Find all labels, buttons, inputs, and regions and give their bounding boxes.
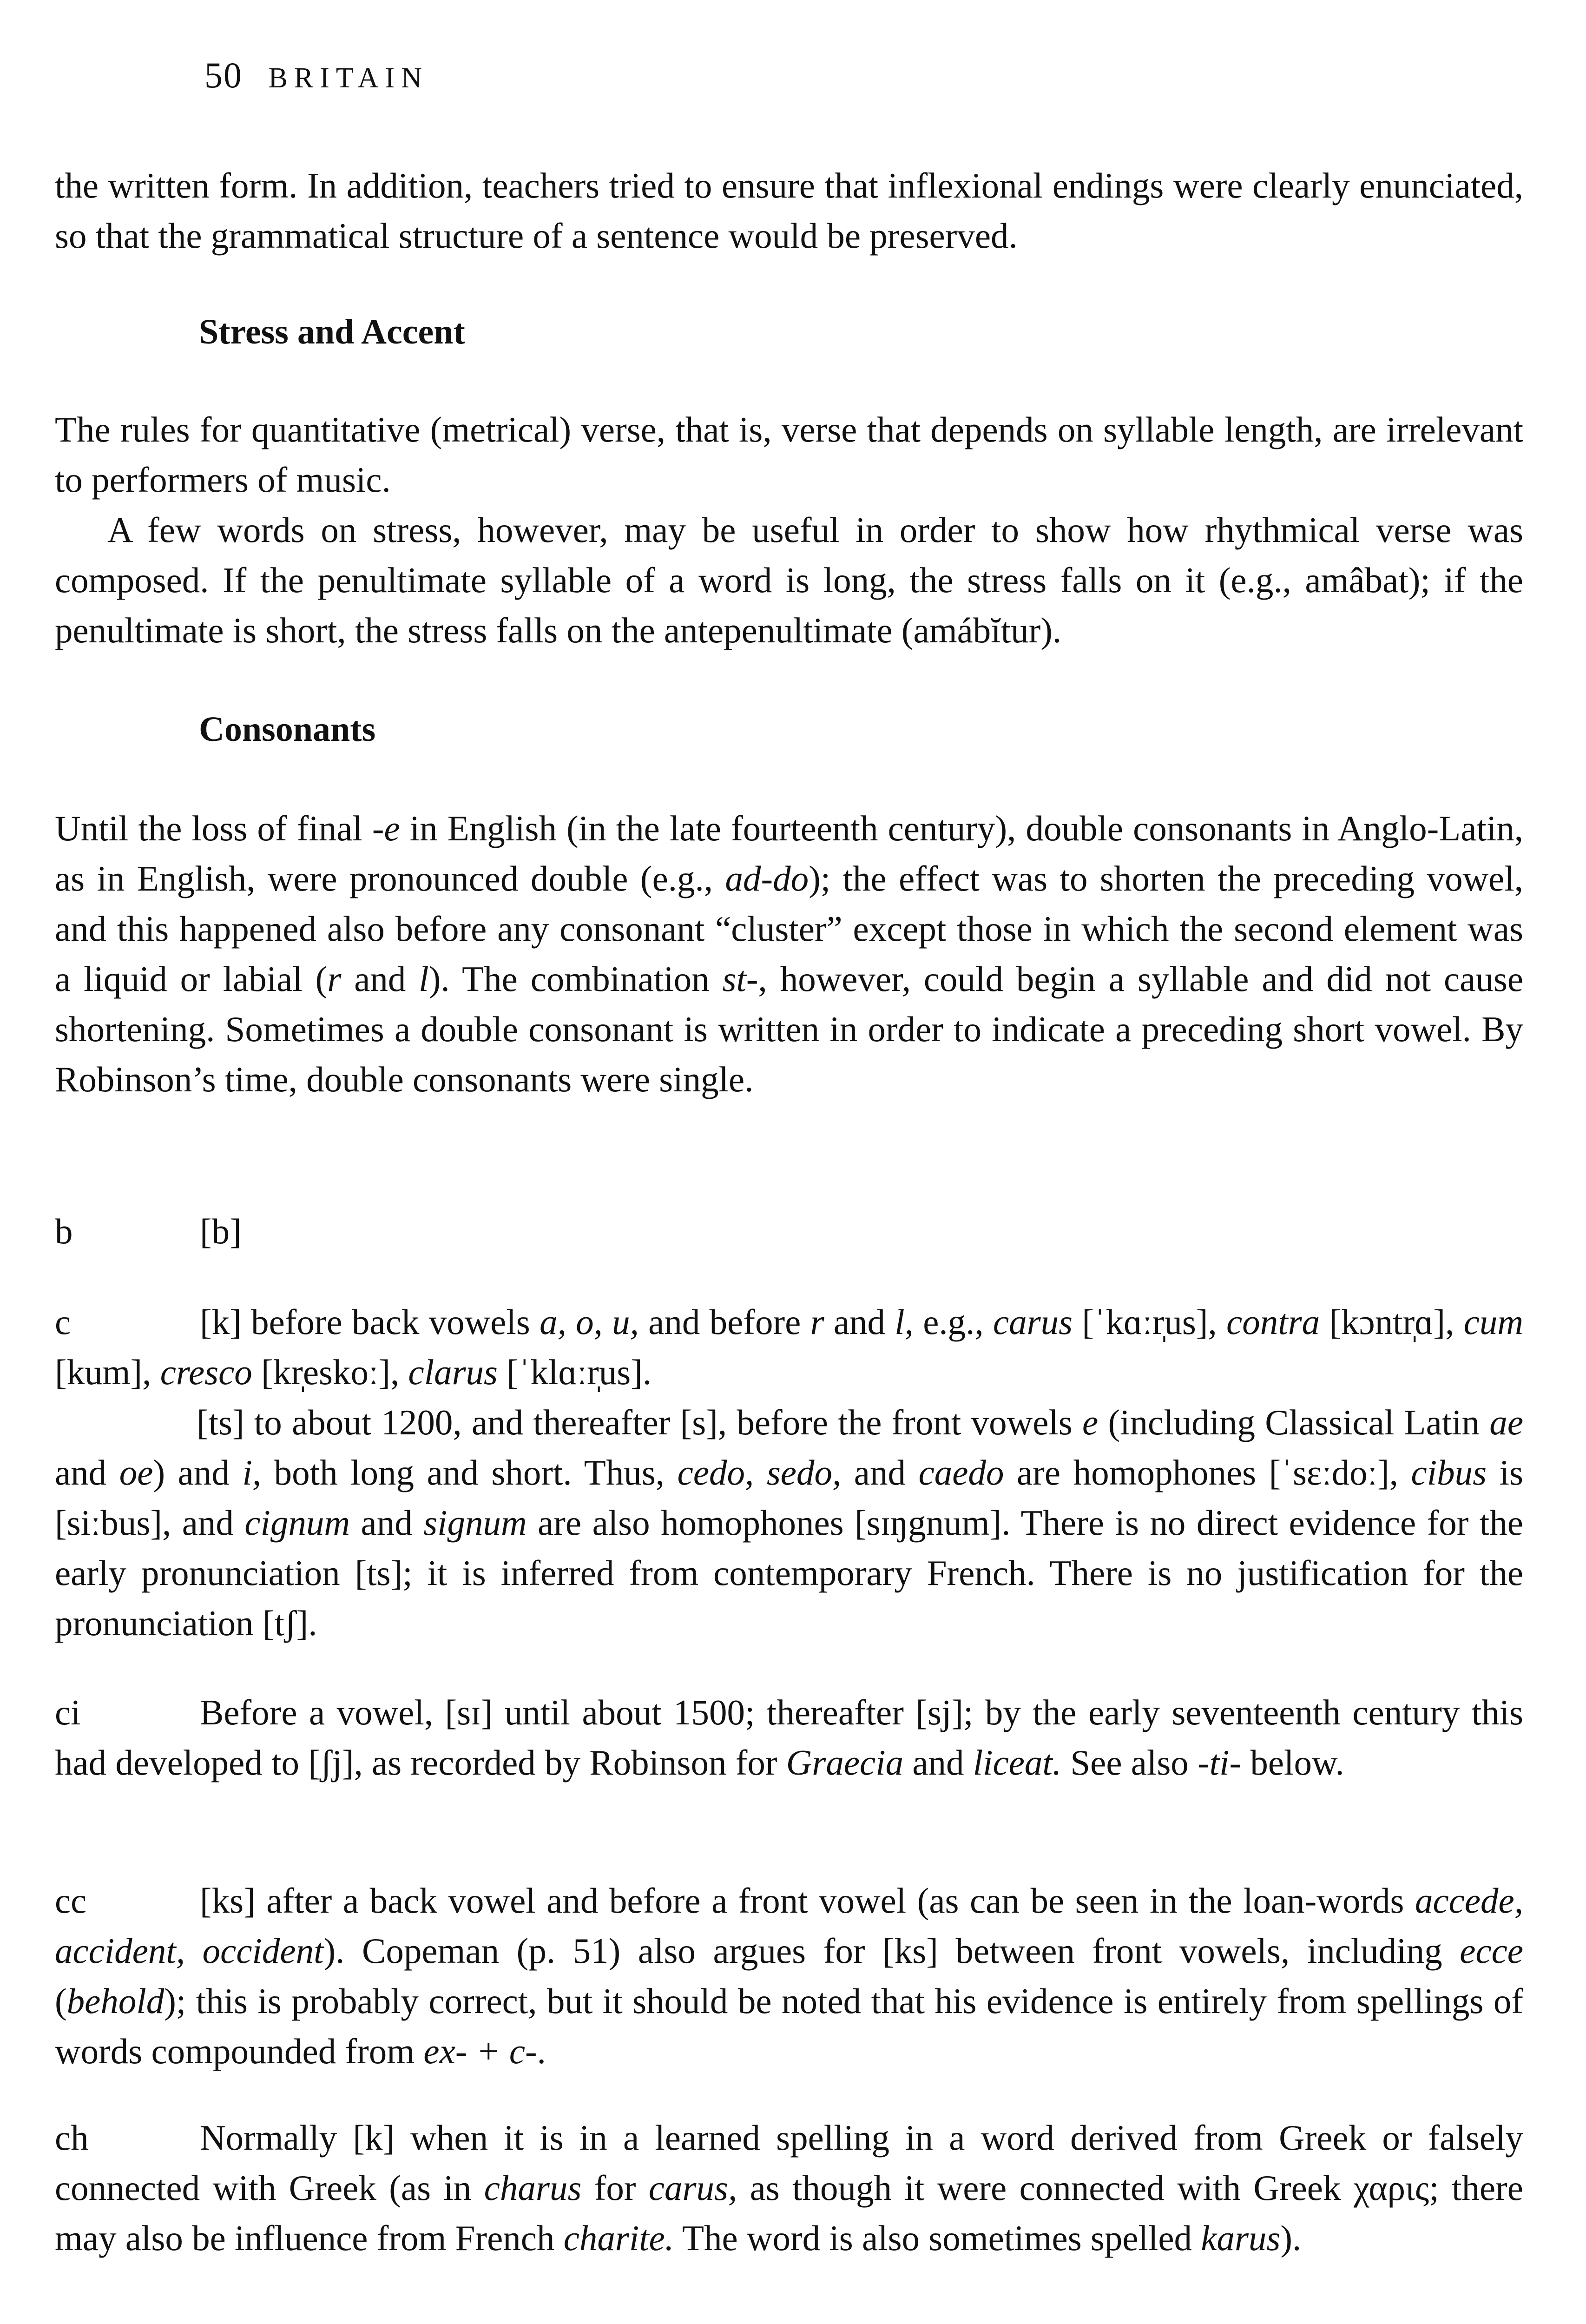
text-run: Normally [k] when it is in a learned spelling in a word derived from Greek or falsely connected with Greek (as in — [55, 2118, 1523, 2208]
text-run: as though it were connected with Greek χαρις; there may also be influence from French — [55, 2168, 1523, 2258]
italic-run: cignum — [244, 1503, 350, 1543]
italic-run: e — [1082, 1402, 1099, 1442]
italic-run: oe — [119, 1452, 153, 1492]
italic-run: a, o, u, — [540, 1302, 639, 1342]
section-title: BRITAIN — [268, 62, 428, 94]
text-run: ). — [1280, 2218, 1302, 2258]
text-run: both long and short. Thus, — [261, 1452, 678, 1492]
stress-paragraph-1: The rules for quantitative (metrical) verse, that is, verse that depends on syllable length, are irrelevant to performers of music. — [55, 409, 1523, 500]
italic-run: cedo, sedo, — [677, 1452, 842, 1492]
text-run: and — [903, 1743, 973, 1783]
text-run: e.g., — [913, 1302, 993, 1342]
text-run: [ˈkɑːr̩us], — [1073, 1302, 1227, 1342]
italic-run: i, — [242, 1452, 262, 1492]
text-run: ). Copeman (p. 51) also argues for [ks] between front vowels, including — [323, 1931, 1460, 1971]
italic-run: r — [327, 959, 342, 999]
italic-run: karus — [1201, 2218, 1281, 2258]
text-run: [kum], — [55, 1352, 160, 1392]
italic-run: carus — [993, 1302, 1073, 1342]
intro-paragraph: the written form. In addition, teachers tried to ensure that inflexional endings were clearly enunciated, so that the grammatical structure of a sentence would be preserved. — [55, 165, 1523, 256]
text-run: . — [537, 2031, 546, 2071]
italic-run: r — [810, 1302, 824, 1342]
text-run: and before — [638, 1302, 810, 1342]
italic-run: accede, accident, occident — [55, 1881, 1523, 1971]
text-run: ); this is probably correct, but it should be noted that his evidence is entirely from spellings of words compounded from — [55, 1981, 1523, 2071]
text-run: and — [350, 1503, 424, 1543]
text-run: Before a vowel, [sɪ] until about 1500; thereafter [sj]; by the early seventeenth century this had developed to [ʃj], as recorded by Robinson for — [55, 1692, 1523, 1783]
text-run: is [siːbus], and — [55, 1452, 1524, 1543]
italic-run: -ti- — [1198, 1743, 1242, 1783]
text-run: ( — [55, 1981, 67, 2021]
italic-run: carus, — [648, 2168, 737, 2208]
entry-label: c — [55, 1302, 71, 1342]
italic-run: contra — [1226, 1302, 1320, 1342]
italic-run: liceat. — [973, 1743, 1062, 1783]
italic-run: clarus — [408, 1352, 498, 1392]
entry-cc — [55, 1875, 1523, 2076]
italic-run: caedo — [918, 1452, 1004, 1492]
text-run: [ts] to about 1200, and thereafter [s], before the front vowels — [197, 1402, 1083, 1442]
text-run: and — [841, 1452, 919, 1492]
italic-run: charus — [484, 2168, 582, 2208]
text-run: [kr̩eskoː], — [252, 1352, 408, 1392]
text-run: [ks] after a back vowel and before a front vowel (as can be seen in the loan-words — [200, 1881, 1415, 1921]
italic-run: cibus — [1411, 1452, 1487, 1492]
text-run: (including Classical Latin — [1098, 1402, 1490, 1442]
entry-ch — [55, 2113, 1523, 2263]
consonants-paragraph — [55, 803, 1523, 1104]
heading-consonants: Consonants — [199, 710, 376, 749]
text-run: and — [55, 1452, 119, 1492]
text-run: for — [581, 2168, 649, 2208]
entry-c-paragraph-2 — [55, 1397, 1523, 1648]
text-run: and — [341, 959, 419, 999]
text-run: in English (in the late fourteenth century), double consonants in Anglo-Latin, as in English, were pronounced double (e.g., — [55, 808, 1523, 898]
text-run: ); the effect was to shorten the preceding vowel, and this happened also before any consonant “cluster” except those in which the second element was a liquid or labial ( — [55, 858, 1523, 999]
page-number: 50 — [204, 55, 243, 95]
italic-run: ad-do — [725, 858, 809, 898]
entry-label: ci — [55, 1692, 81, 1732]
text-run: and — [824, 1302, 895, 1342]
text-run: [kɔntr̩ɑ], — [1320, 1302, 1464, 1342]
italic-run: charite. — [563, 2218, 674, 2258]
text-run: See also — [1061, 1743, 1198, 1783]
entry-ci — [55, 1687, 1523, 1788]
text-run: The word is also sometimes spelled — [674, 2218, 1201, 2258]
italic-run: cum — [1463, 1302, 1523, 1342]
text-run: ). The combination — [428, 959, 723, 999]
heading-stress-and-accent: Stress and Accent — [199, 312, 465, 351]
italic-run: cresco — [160, 1352, 252, 1392]
italic-run: Graecia — [786, 1743, 904, 1783]
italic-run: l, — [895, 1302, 914, 1342]
italic-run: st- — [722, 959, 758, 999]
entry-label: b — [55, 1211, 73, 1251]
running-head — [204, 50, 428, 103]
text-run: [k] before back vowels — [200, 1302, 540, 1342]
italic-run: -e — [372, 808, 400, 848]
entry-c — [55, 1297, 1523, 1648]
entry-label: cc — [55, 1881, 87, 1921]
text-run: below. — [1241, 1743, 1344, 1783]
text-run: are also homophones [sɪŋgnum]. There is no direct evidence for the early pronunciation [ts]; it is inferred from contemporary French. There is no justification for the pronunciation [tʃ]. — [55, 1503, 1523, 1643]
italic-run: signum — [423, 1503, 527, 1543]
italic-run: l — [419, 959, 429, 999]
stress-paragraph-2: A few words on stress, however, may be useful in order to show how rhythmical verse was composed. If the penultimate syllable of a word is long, the stress falls on it (e.g., amâbat); if the penultimate is short, the stress falls on the antepenultimate (amábĭtur). — [55, 510, 1523, 650]
entry-label: ch — [55, 2118, 89, 2158]
text-run: [ˈklɑːr̩us]. — [498, 1352, 652, 1392]
text-run: , however, could begin a syllable and did not cause shortening. Sometimes a double consonant is written in order to indicate a preceding short vowel. By Robinson’s time, double consonants were single. — [55, 959, 1523, 1099]
text-run: are homophones [ˈsɛːdoː], — [1004, 1452, 1411, 1492]
italic-run: ae — [1489, 1402, 1523, 1442]
italic-run: behold — [66, 1981, 165, 2021]
entry-b — [55, 1206, 1523, 1256]
text-run: Until the loss of final — [55, 808, 372, 848]
text-run: ) and — [153, 1452, 243, 1492]
italic-run: ex- + c- — [423, 2031, 537, 2071]
entry-text: [b] — [200, 1211, 242, 1251]
italic-run: ecce — [1460, 1931, 1523, 1971]
